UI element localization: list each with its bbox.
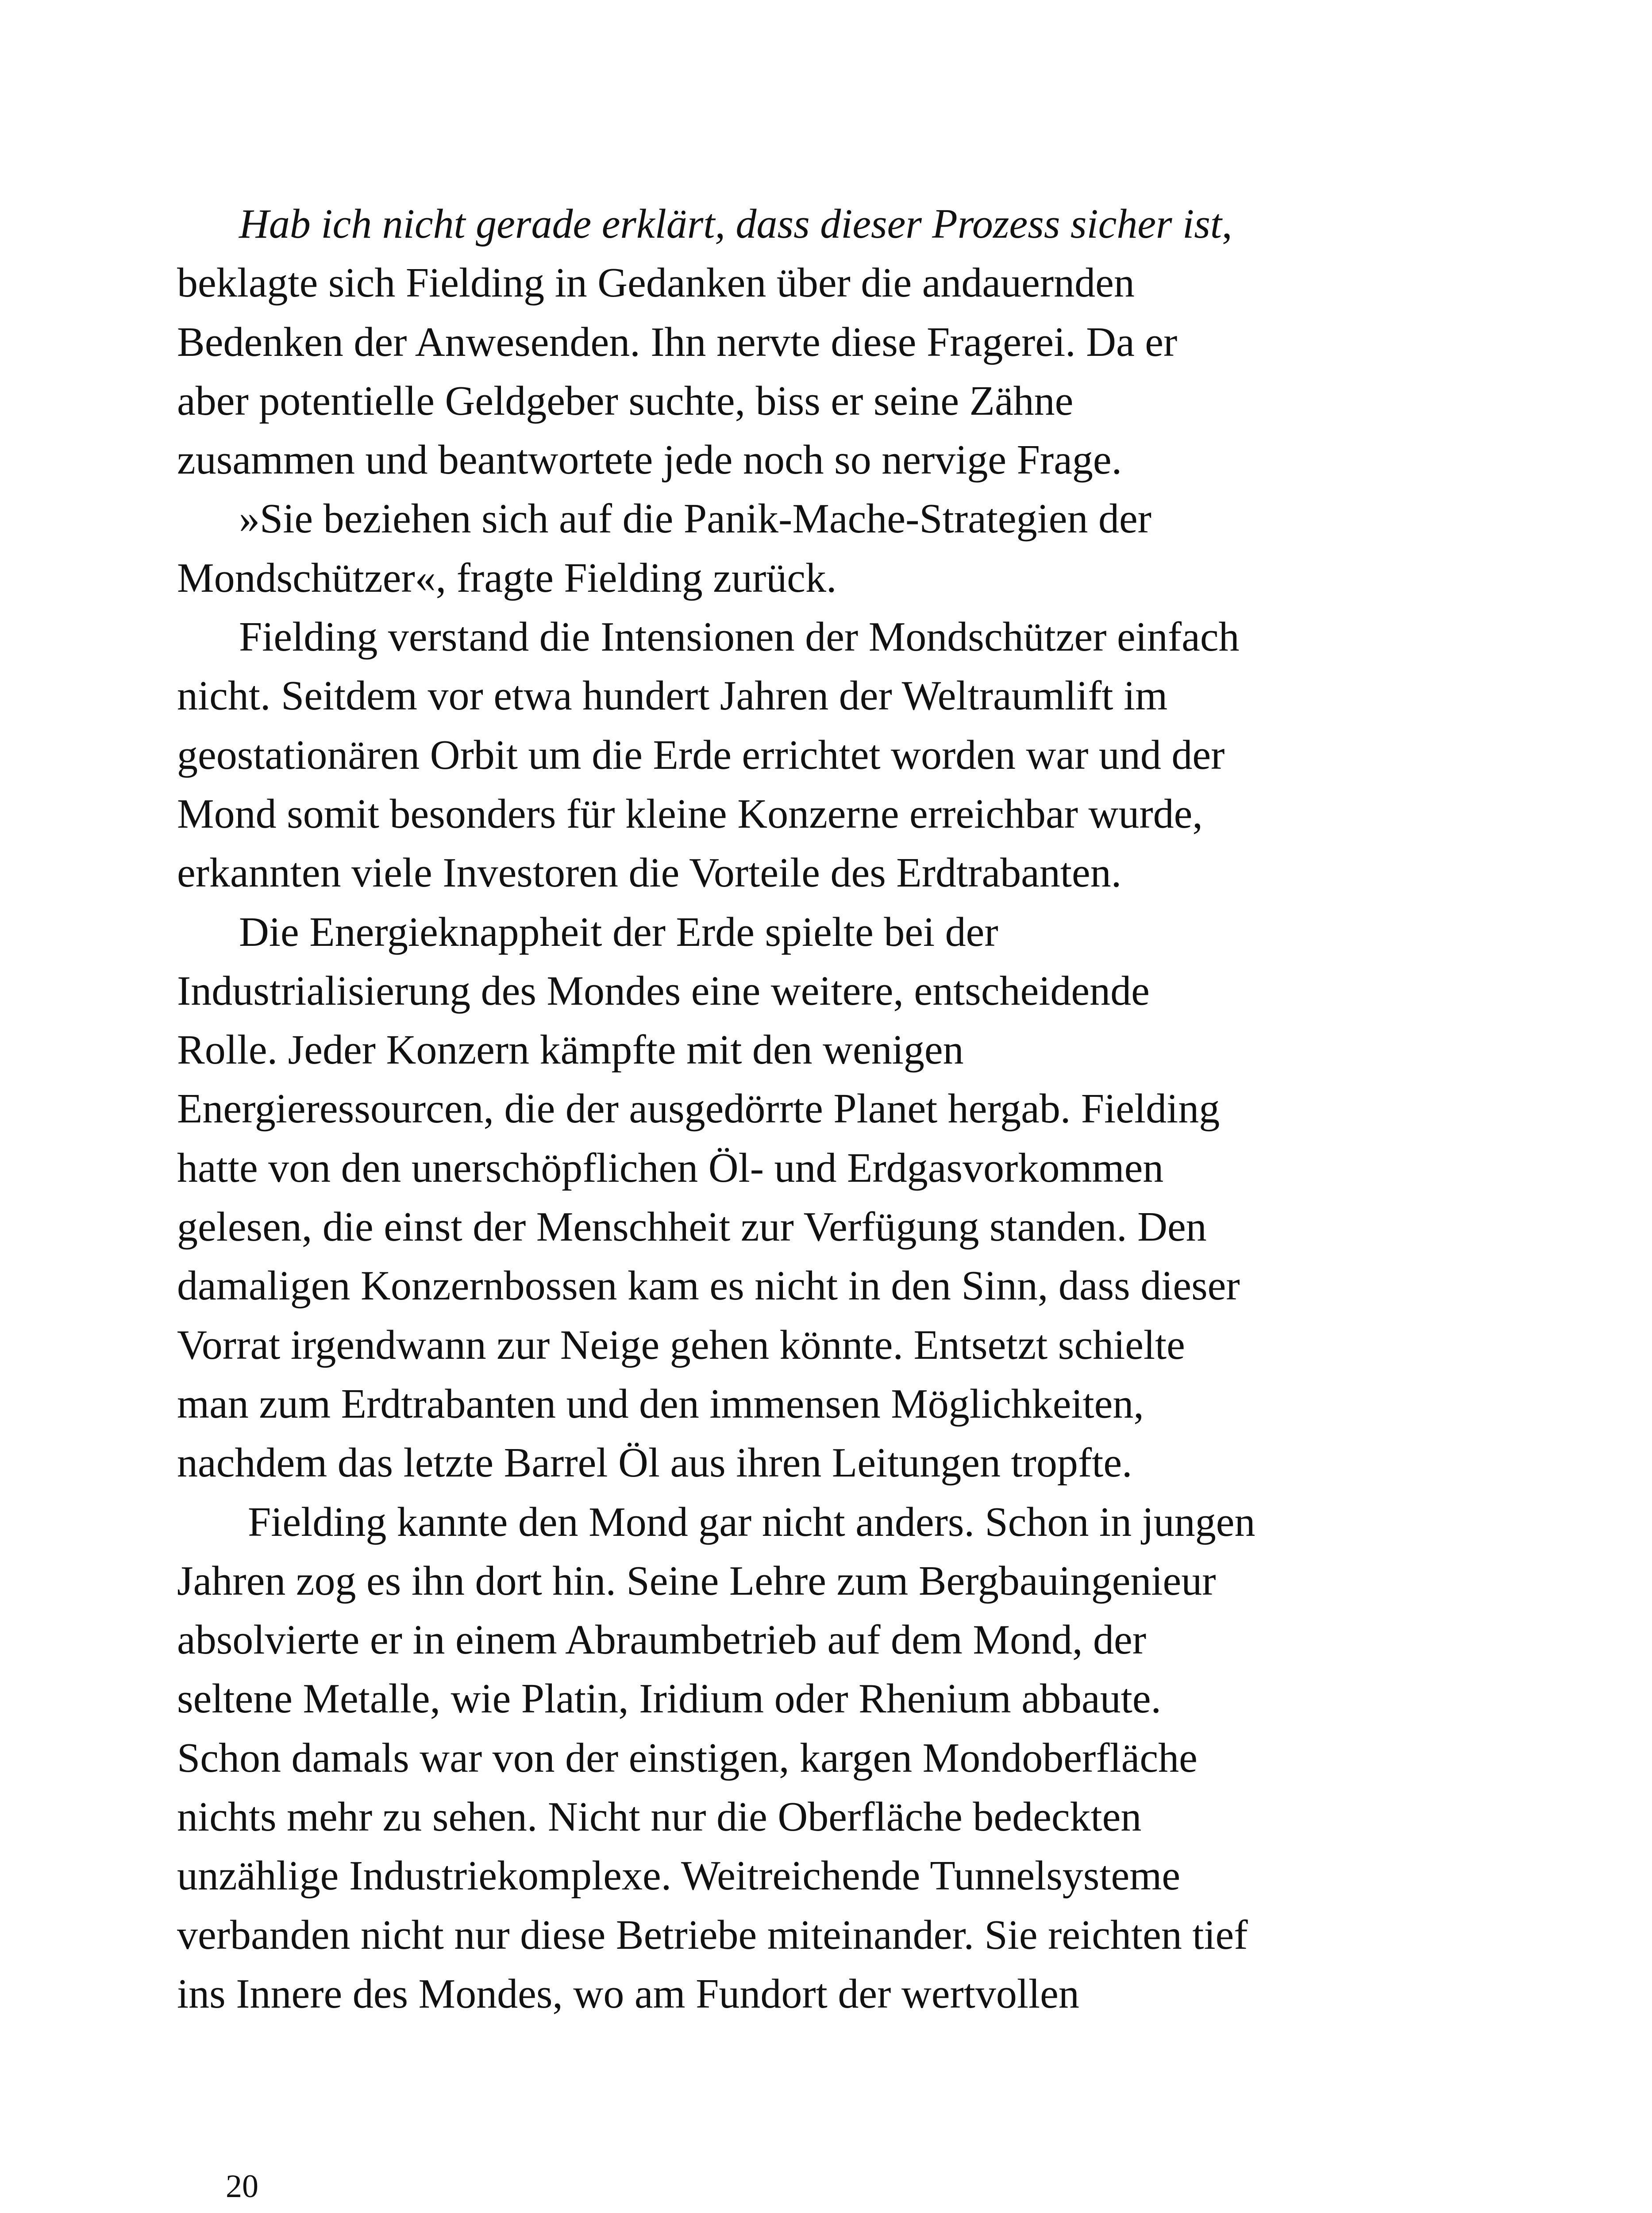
text-line: unzählige Industriekomplexe. Weitreichende Tunnelsysteme [177, 1853, 1181, 1899]
text-line: zusammen und beantwortete jede noch so nervige Frage. [177, 437, 1122, 483]
text-line: hatte von den unerschöpflichen Öl- und Erdgasvorkommen [177, 1145, 1164, 1191]
text-line: Schon damals war von der einstigen, kargen Mondoberfläche [177, 1735, 1198, 1781]
text-line: Fielding kannte den Mond gar nicht anders. Schon in jungen [248, 1499, 1255, 1545]
text-line: damaligen Konzernbossen kam es nicht in den Sinn, dass dieser [177, 1263, 1240, 1309]
text-line: seltene Metalle, wie Platin, Iridium oder Rhenium abbaute. [177, 1676, 1162, 1722]
body-text [177, 195, 1474, 2024]
text-line: Mondschützer«, fragte Fielding zurück. [177, 555, 837, 601]
italic-thought: Hab ich nicht gerade erklärt, dass dieser Prozess sicher ist [239, 201, 1222, 247]
text-line: »Sie beziehen sich auf die Panik-Mache-Strategien der [239, 496, 1151, 542]
text-line: man zum Erdtrabanten und den immensen Möglichkeiten, [177, 1380, 1144, 1427]
text-line: Bedenken der Anwesenden. Ihn nervte diese Fragerei. Da er [177, 319, 1178, 365]
text-line: absolvierte er in einem Abraumbetrieb auf dem Mond, der [177, 1617, 1146, 1663]
text-line: Industrialisierung des Mondes eine weitere, entscheidende [177, 968, 1150, 1014]
text-line: nachdem das letzte Barrel Öl aus ihren Leitungen tropfte. [177, 1440, 1132, 1486]
text-line [177, 195, 1474, 254]
text-line: gelesen, die einst der Menschheit zur Verfügung standen. Den [177, 1204, 1207, 1250]
text-line: nicht. Seitdem vor etwa hundert Jahren der Weltraumlift im [177, 673, 1168, 719]
text-line: ins Innere des Mondes, wo am Fundort der wertvollen [177, 1970, 1079, 2017]
text-line: Jahren zog es ihn dort hin. Seine Lehre zum Bergbauingenieur [177, 1558, 1216, 1604]
text-line: Energieressourcen, die der ausgedörrte Planet hergab. Fielding [177, 1086, 1220, 1132]
text-line: verbanden nicht nur diese Betriebe miteinander. Sie reichten tief [177, 1912, 1248, 1958]
text-line: Vorrat irgendwann zur Neige gehen könnte. Entsetzt schielte [177, 1322, 1185, 1368]
line-tail: , [1221, 201, 1232, 247]
text-line: erkannten viele Investoren die Vorteile des Erdtrabanten. [177, 850, 1122, 896]
text-line: geostationären Orbit um die Erde errichtet worden war und der [177, 732, 1225, 778]
text-line: aber potentielle Geldgeber suchte, biss er seine Zähne [177, 378, 1074, 424]
text-line: beklagte sich Fielding in Gedanken über die andauernden [177, 260, 1135, 306]
page-number: 20 [226, 2168, 258, 2205]
text-line: Die Energieknappheit der Erde spielte bei der [239, 909, 998, 955]
text-line: Mond somit besonders für kleine Konzerne erreichbar wurde, [177, 790, 1203, 837]
text-line: Rolle. Jeder Konzern kämpfte mit den wenigen [177, 1027, 964, 1073]
text-line: Fielding verstand die Intensionen der Mondschützer einfach [239, 614, 1240, 660]
text-line: nichts mehr zu sehen. Nicht nur die Oberfläche bedeckten [177, 1794, 1142, 1840]
